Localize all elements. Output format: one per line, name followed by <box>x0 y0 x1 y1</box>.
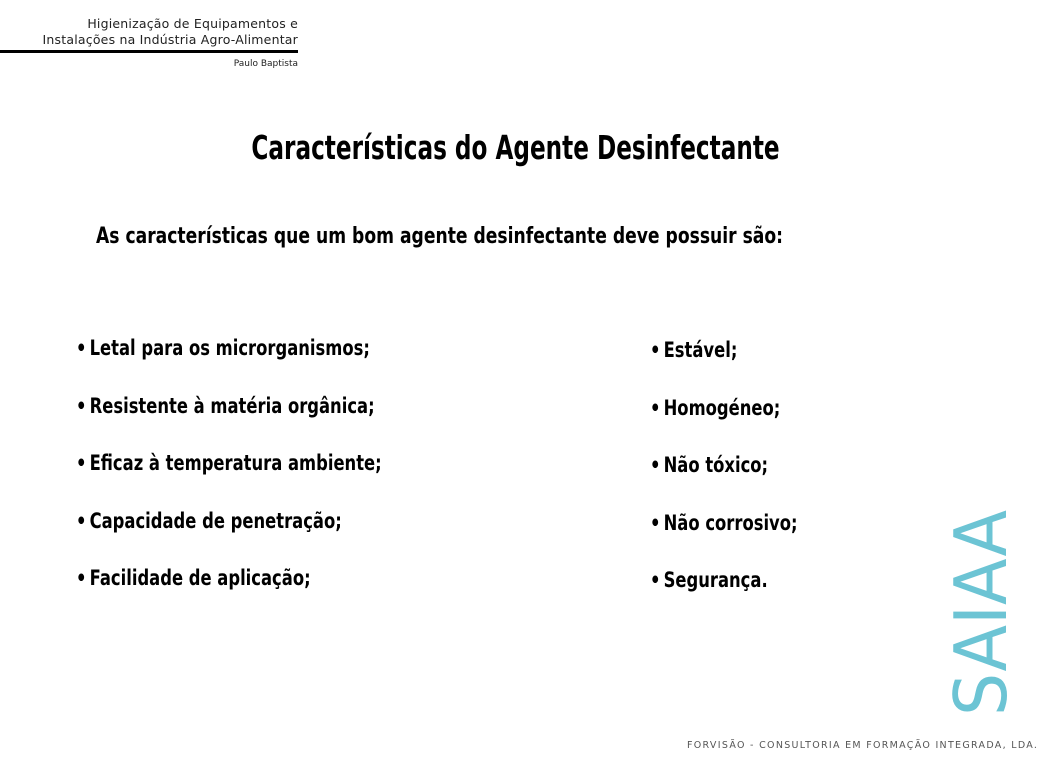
header-author: Paulo Baptista <box>233 59 298 69</box>
list-item-text: Eficaz à temperatura ambiente; <box>89 451 382 475</box>
bullet-icon: • <box>650 453 661 477</box>
bullet-icon: • <box>76 508 87 533</box>
list-item <box>650 568 798 626</box>
saiaa-logo <box>939 497 1023 716</box>
list-item <box>650 511 798 569</box>
slide-header <box>0 16 298 69</box>
list-item-text: Resistente à matéria orgânica; <box>89 393 375 418</box>
bullet-icon: • <box>650 338 661 362</box>
header-title-line-2: Instalações na Indústria Agro-Alimentar <box>42 32 298 47</box>
list-item <box>76 394 382 452</box>
list-item-text: Letal para os microrganismos; <box>89 336 370 360</box>
header-divider <box>0 50 298 53</box>
bullet-icon: • <box>650 510 661 535</box>
list-item <box>76 336 382 394</box>
bullet-icon: • <box>76 566 87 590</box>
list-item <box>76 451 382 509</box>
list-item-text: Homogéneo; <box>663 395 781 420</box>
header-title-line-1: Higienização de Equipamentos e <box>87 16 298 31</box>
list-item-text: Facilidade de aplicação; <box>89 566 311 590</box>
intro-text: As características que um bom agente desinfectante deve possuir são: <box>96 224 784 249</box>
footer-company: FORVISÃO - CONSULTORIA EM FORMAÇÃO INTEGRADA, LDA. <box>687 740 1038 751</box>
logo-text: SAIAA <box>939 497 1023 716</box>
list-item <box>650 338 798 396</box>
list-item-text: Segurança. <box>663 568 768 592</box>
bullet-icon: • <box>76 336 87 360</box>
list-item-text: Estável; <box>663 338 738 362</box>
list-item <box>76 509 382 567</box>
bullet-icon: • <box>76 451 87 475</box>
bullet-icon: • <box>650 395 661 420</box>
bullet-icon: • <box>650 568 661 592</box>
list-item <box>650 396 798 454</box>
left-characteristics-list <box>76 336 468 624</box>
list-item-text: Não corrosivo; <box>663 510 798 535</box>
slide-title: Características do Agente Desinfectante <box>251 128 780 167</box>
list-item-text: Não tóxico; <box>663 453 769 477</box>
right-characteristics-list <box>650 338 839 626</box>
list-item <box>650 453 798 511</box>
bullet-icon: • <box>76 393 87 418</box>
list-item-text: Capacidade de penetração; <box>89 508 342 533</box>
list-item <box>76 566 382 624</box>
